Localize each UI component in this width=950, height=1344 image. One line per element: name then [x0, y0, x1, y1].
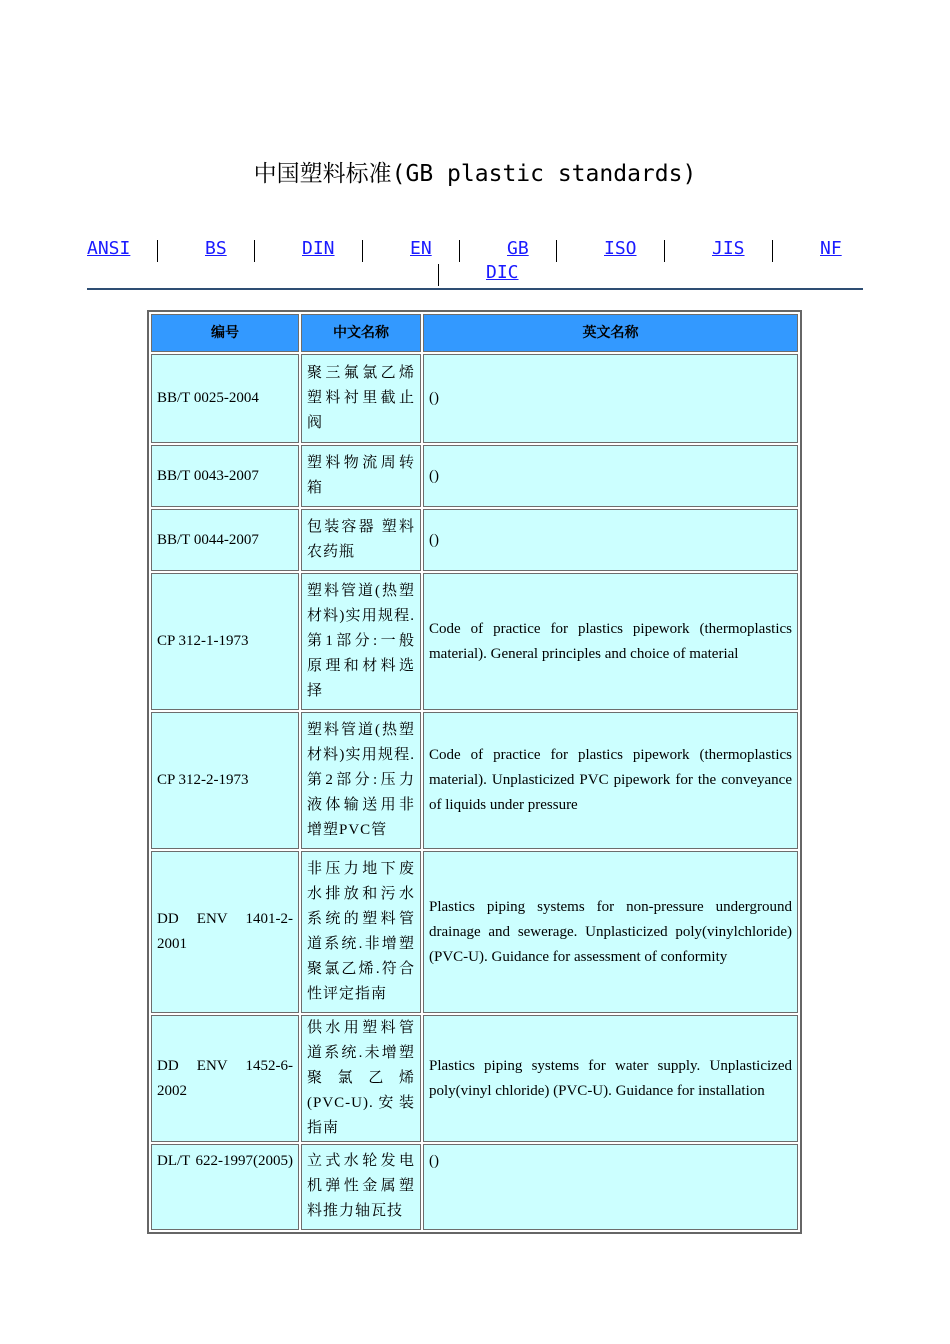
- cell-chinese-name: 塑料物流周转箱: [301, 445, 421, 507]
- nav-separator: [438, 264, 439, 286]
- nav-link-en[interactable]: EN: [410, 238, 432, 259]
- cell-chinese-name: 立式水轮发电机弹性金属塑料推力轴瓦技: [301, 1144, 421, 1230]
- table-row: [151, 509, 798, 571]
- cell-chinese-name: 包装容器 塑料农药瓶: [301, 509, 421, 571]
- cell-code: BB/T 0025-2004: [151, 354, 299, 443]
- nav-separator: [157, 240, 158, 262]
- cell-code: BB/T 0044-2007: [151, 509, 299, 571]
- table-row: [151, 1015, 798, 1142]
- cell-english-name: (): [423, 1144, 798, 1230]
- cell-english-name: (): [423, 354, 798, 443]
- nav-separator: [362, 240, 363, 262]
- cell-english-name: Code of practice for plastics pipework (thermoplastics material). General principles and choice of material: [423, 573, 798, 710]
- header-chinese-name: 中文名称: [301, 314, 421, 352]
- cell-english-name: (): [423, 509, 798, 571]
- header-code: 编号: [151, 314, 299, 352]
- cell-code: DL/T 622-1997(2005): [151, 1144, 299, 1230]
- header-english-name: 英文名称: [423, 314, 798, 352]
- nav-separator: [459, 240, 460, 262]
- standards-table: [147, 310, 802, 1234]
- nav-separator: [664, 240, 665, 262]
- cell-chinese-name: 非压力地下废水排放和污水系统的塑料管道系统.非增塑聚氯乙烯.符合性评定指南: [301, 851, 421, 1013]
- cell-chinese-name: 塑料管道(热塑材料)实用规程.第1部分:一般原理和材料选择: [301, 573, 421, 710]
- cell-chinese-name: 塑料管道(热塑材料)实用规程.第2部分:压力液体输送用非增塑PVC管: [301, 712, 421, 849]
- nav-link-din[interactable]: DIN: [302, 238, 335, 259]
- cell-code: DD ENV 1401-2-2001: [151, 851, 299, 1013]
- nav-link-dic[interactable]: DIC: [486, 262, 519, 283]
- cell-english-name: Code of practice for plastics pipework (thermoplastics material). Unplasticized PVC pipework for the conveyance of liquids under pressure: [423, 712, 798, 849]
- cell-code: CP 312-1-1973: [151, 573, 299, 710]
- nav-link-nf[interactable]: NF: [820, 238, 842, 259]
- cell-code: DD ENV 1452-6-2002: [151, 1015, 299, 1142]
- standards-nav: [87, 238, 863, 290]
- cell-english-name: Plastics piping systems for non-pressure underground drainage and sewerage. Unplasticized poly(vinylchloride) (PVC-U). Guidance for assessment of conformity: [423, 851, 798, 1013]
- cell-english-name: (): [423, 445, 798, 507]
- nav-separator: [556, 240, 557, 262]
- cell-english-name: Plastics piping systems for water supply. Unplasticized poly(vinyl chloride) (PVC-U). Guidance for installation: [423, 1015, 798, 1142]
- page-title: 中国塑料标准(GB plastic standards): [253, 161, 697, 187]
- table-row: [151, 573, 798, 710]
- nav-link-iso[interactable]: ISO: [604, 238, 637, 259]
- nav-link-ansi[interactable]: ANSI: [87, 238, 131, 259]
- nav-separator: [254, 240, 255, 262]
- table-row: [151, 851, 798, 1013]
- table-row: [151, 354, 798, 443]
- nav-link-bs[interactable]: BS: [205, 238, 227, 259]
- nav-separator: [772, 240, 773, 262]
- table-row: [151, 445, 798, 507]
- cell-code: BB/T 0043-2007: [151, 445, 299, 507]
- cell-chinese-name: 供水用塑料管道系统.未增塑聚氯乙烯(PVC-U).安装指南: [301, 1015, 421, 1142]
- table-header-row: [151, 314, 798, 352]
- cell-chinese-name: 聚三氟氯乙烯塑料衬里截止阀: [301, 354, 421, 443]
- table-row: [151, 712, 798, 849]
- cell-code: CP 312-2-1973: [151, 712, 299, 849]
- nav-link-jis[interactable]: JIS: [712, 238, 745, 259]
- table-row: [151, 1144, 798, 1230]
- nav-link-gb[interactable]: GB: [507, 238, 529, 259]
